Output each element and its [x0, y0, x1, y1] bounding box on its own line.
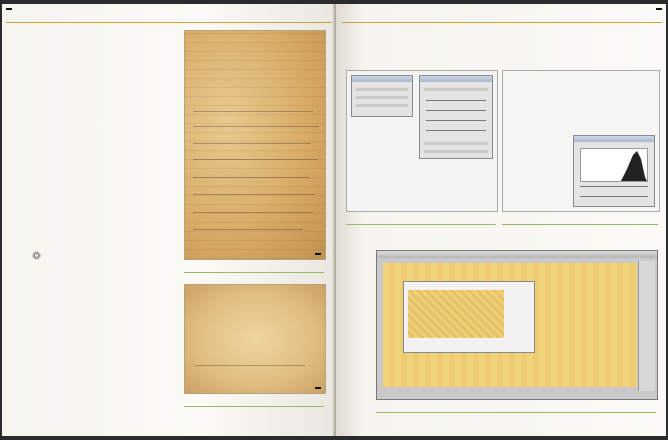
- histogram: [580, 148, 648, 182]
- right-page: [336, 4, 666, 436]
- channel-mixer-panel: [419, 75, 493, 159]
- header-rule: [342, 22, 662, 23]
- cd-icon: [32, 251, 41, 260]
- pattern-maker-dialog: [403, 281, 535, 353]
- figure-6-73-image: [376, 250, 658, 400]
- page-number: [6, 8, 12, 10]
- caption-rule: [184, 272, 324, 273]
- header-rule: [6, 22, 332, 23]
- figure-6-69-image: [184, 30, 326, 260]
- caption-rule: [502, 224, 658, 225]
- levels-panel: [573, 135, 655, 207]
- figure-6-70-image: [184, 284, 326, 394]
- left-page: [2, 4, 336, 436]
- caption-rule: [184, 406, 324, 407]
- before-badge: [315, 253, 321, 255]
- caption-rule: [346, 224, 496, 225]
- after-badge: [315, 387, 321, 389]
- caption-rule: [376, 412, 656, 413]
- layers-panel: [351, 75, 413, 117]
- figure-6-71-image: [346, 70, 498, 212]
- page-number: [656, 8, 662, 10]
- figure-6-72-image: [502, 70, 660, 212]
